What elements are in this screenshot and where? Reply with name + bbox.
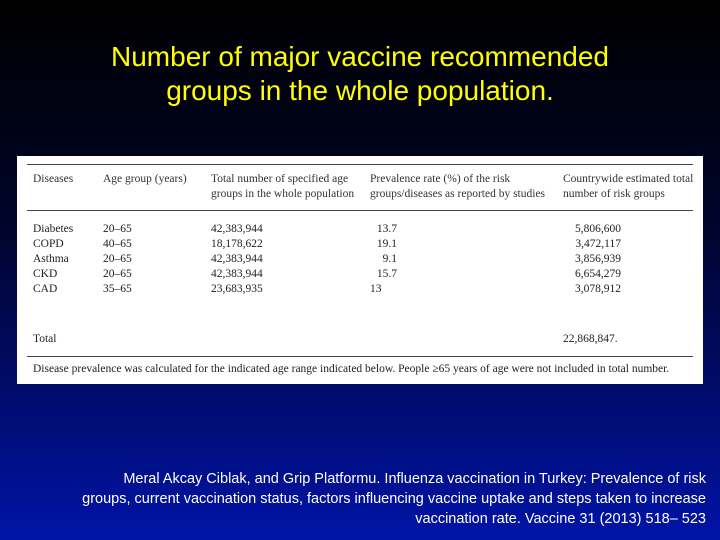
header-age-group: Age group (years) [103,173,187,185]
cell-disease: CKD [33,268,58,280]
cell-prevalence: 15.7 [376,268,397,280]
cell-prevalence: 13.7 [376,223,397,235]
citation [0,469,706,529]
table-footer-rule [27,356,693,357]
table-footnote: Disease prevalence was calculated for the indicated age range indicated below. People ≥65 years of age were not included in total number. [33,363,670,375]
total-value: 22,868,847. [563,333,618,345]
slide-title-line-2: groups in the whole population. [166,75,554,106]
total-label: Total [33,333,57,345]
cell-population: 42,383,944 [211,253,263,265]
header-prevalence-line-1: Prevalence rate (%) of the risk [370,173,511,185]
header-estimate-line-2: number of risk groups [563,188,665,200]
cell-age: 20–65 [103,253,132,265]
cell-estimate: 3,472,117 [575,238,621,250]
slide-title [0,40,720,108]
citation-line-1: Meral Akcay Ciblak, and Grip Platformu. Influenza vaccination in Turkey: Prevalence of risk [123,471,706,487]
cell-population: 42,383,944 [211,268,263,280]
cell-age: 35–65 [103,283,132,295]
cell-estimate: 3,078,912 [575,283,621,295]
cell-population: 18,178,622 [211,238,263,250]
cell-population: 42,383,944 [211,223,263,235]
header-population-line-1: Total number of specified age [211,173,349,185]
cell-age: 20–65 [103,223,132,235]
cell-disease: Asthma [33,253,69,265]
table-image [17,156,703,384]
cell-disease: CAD [33,283,58,295]
header-estimate-line-1: Countrywide estimated total [563,173,694,185]
cell-age: 40–65 [103,238,132,250]
header-diseases: Diseases [33,173,74,185]
cell-estimate: 6,654,279 [575,268,621,280]
cell-prevalence: 9.1 [382,253,397,265]
cell-population: 23,683,935 [211,283,263,295]
header-prevalence-line-2: groups/diseases as reported by studies [370,188,546,200]
table-top-rule [27,164,693,165]
slide-title-line-1: Number of major vaccine recommended [111,41,609,72]
cell-estimate: 3,856,939 [575,253,621,265]
cell-age: 20–65 [103,268,132,280]
cell-disease: COPD [33,238,64,250]
table-header-rule [27,210,693,211]
cell-estimate: 5,806,600 [575,223,621,235]
cell-prevalence: 13 [370,283,382,295]
citation-line-3: vaccination rate. Vaccine 31 (2013) 518– 523 [415,511,706,527]
header-population-line-2: groups in the whole population [211,188,355,200]
citation-line-2: groups, current vaccination status, factors influencing vaccine uptake and steps taken to increase [82,491,706,507]
cell-prevalence: 19.1 [376,238,397,250]
cell-disease: Diabetes [33,223,74,235]
